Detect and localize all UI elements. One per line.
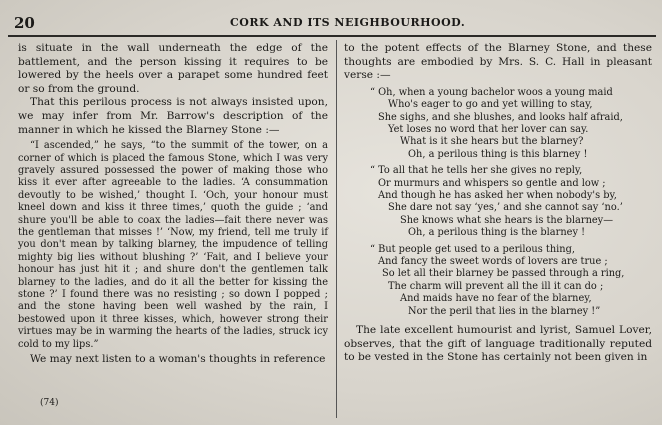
poem-stanza (344, 87, 652, 161)
paragraph: to the potent effects of the Blarney Stone, and these thoughts are embodied by Mrs. S. C. Hall in pleasant verse :— (344, 42, 652, 82)
poem-line: Who's eager to go and yet willing to stay, (388, 99, 593, 111)
poem-line: Yet loses no word that her lover can say. (388, 124, 589, 135)
header-rule (8, 35, 656, 37)
paragraph: The late excellent humourist and lyrist, Samuel Lover, observes, that the gift of language traditionally reputed to be vested in the Stone has certainly not been given in (344, 324, 652, 364)
right-column (344, 42, 652, 365)
poem-stanza (344, 165, 652, 239)
poem-line: And though he has asked her when nobody's by, (378, 190, 617, 202)
poem-line: The charm will prevent all the ill it can do ; (388, 280, 604, 292)
left-column (18, 42, 328, 367)
paragraph: We may next listen to a woman's thoughts in reference (30, 353, 326, 366)
poem-line: And fancy the sweet words of lovers are true ; (378, 256, 608, 268)
column-divider (336, 40, 337, 418)
block-quote: “I ascended,” he says, “to the summit of the tower, on a corner of which is placed the famous Stone, which I was very gravely assured possessed the power of making those who kiss it ever after agreeable to the ladies. ‘A consummation devoutly to be wished,’ thought I. ‘Och, your honour must kneel down and kiss it three times,’ quoth the guide ; ‘and shure you'll be able to coax the ladies—fait there never was the gentleman that misses !’ ‘Now, my friend, tell me truly if you don't mean by talking blarney, the impudence of telling mighty big lies without blushing ?’ ‘Fait, and I believe your honour has just hit it ; and shure don't the gentlemen talk blarney to the ladies, and do it all the better for kissing the stone ?’ I found there was no resisting ; so down I popped ; and the stone having been well washed by the rain, I bestowed upon it three kisses, which, however strong their virtues may be in warming the hearts of the ladies, struck icy cold to my lips.” (18, 140, 328, 350)
page-header (0, 14, 662, 34)
paragraph: That this perilous process is not always insisted upon, we may infer from Mr. Barrow's description of the manner in which he kissed the Blarney Stone :— (18, 96, 328, 136)
page-number: 20 (14, 14, 35, 32)
poem-line: Nor the peril that lies in the blarney !” (408, 305, 601, 317)
poem-line: “ Oh, when a young bachelor woos a young maid (370, 86, 613, 98)
paragraph: is situate in the wall underneath the edge of the battlement, and the person kissing it requires to be lowered by the heels over a parapet some hundred feet or so from the ground. (18, 42, 328, 95)
poem-line: She dare not say ‘yes,’ and she cannot say ‘no.’ (388, 202, 623, 214)
poem-line: “ To all that he tells her she gives no reply, (370, 165, 583, 177)
poem-stanza (344, 244, 652, 318)
poem-line: Or murmurs and whispers so gentle and low ; (378, 177, 606, 189)
poem-line: Oh, a perilous thing is this blarney ! (408, 148, 588, 160)
poem-line: And maids have no fear of the blarney, (400, 293, 592, 305)
poem-line: Oh, a perilous thing is the blarney ! (408, 227, 586, 239)
signature-mark: (74) (40, 398, 59, 408)
poem-line: “ But people get used to a perilous thing, (370, 243, 575, 255)
poem-line: She knows what she hears is the blarney— (400, 214, 614, 226)
poem-line: What is it she hears but the blarney? (400, 136, 584, 148)
running-head: CORK AND ITS NEIGHBOURHOOD. (230, 16, 466, 29)
poem-line: So let all their blarney be passed through a ring, (382, 268, 625, 280)
poem-line: She sighs, and she blushes, and looks half afraid, (378, 111, 623, 123)
